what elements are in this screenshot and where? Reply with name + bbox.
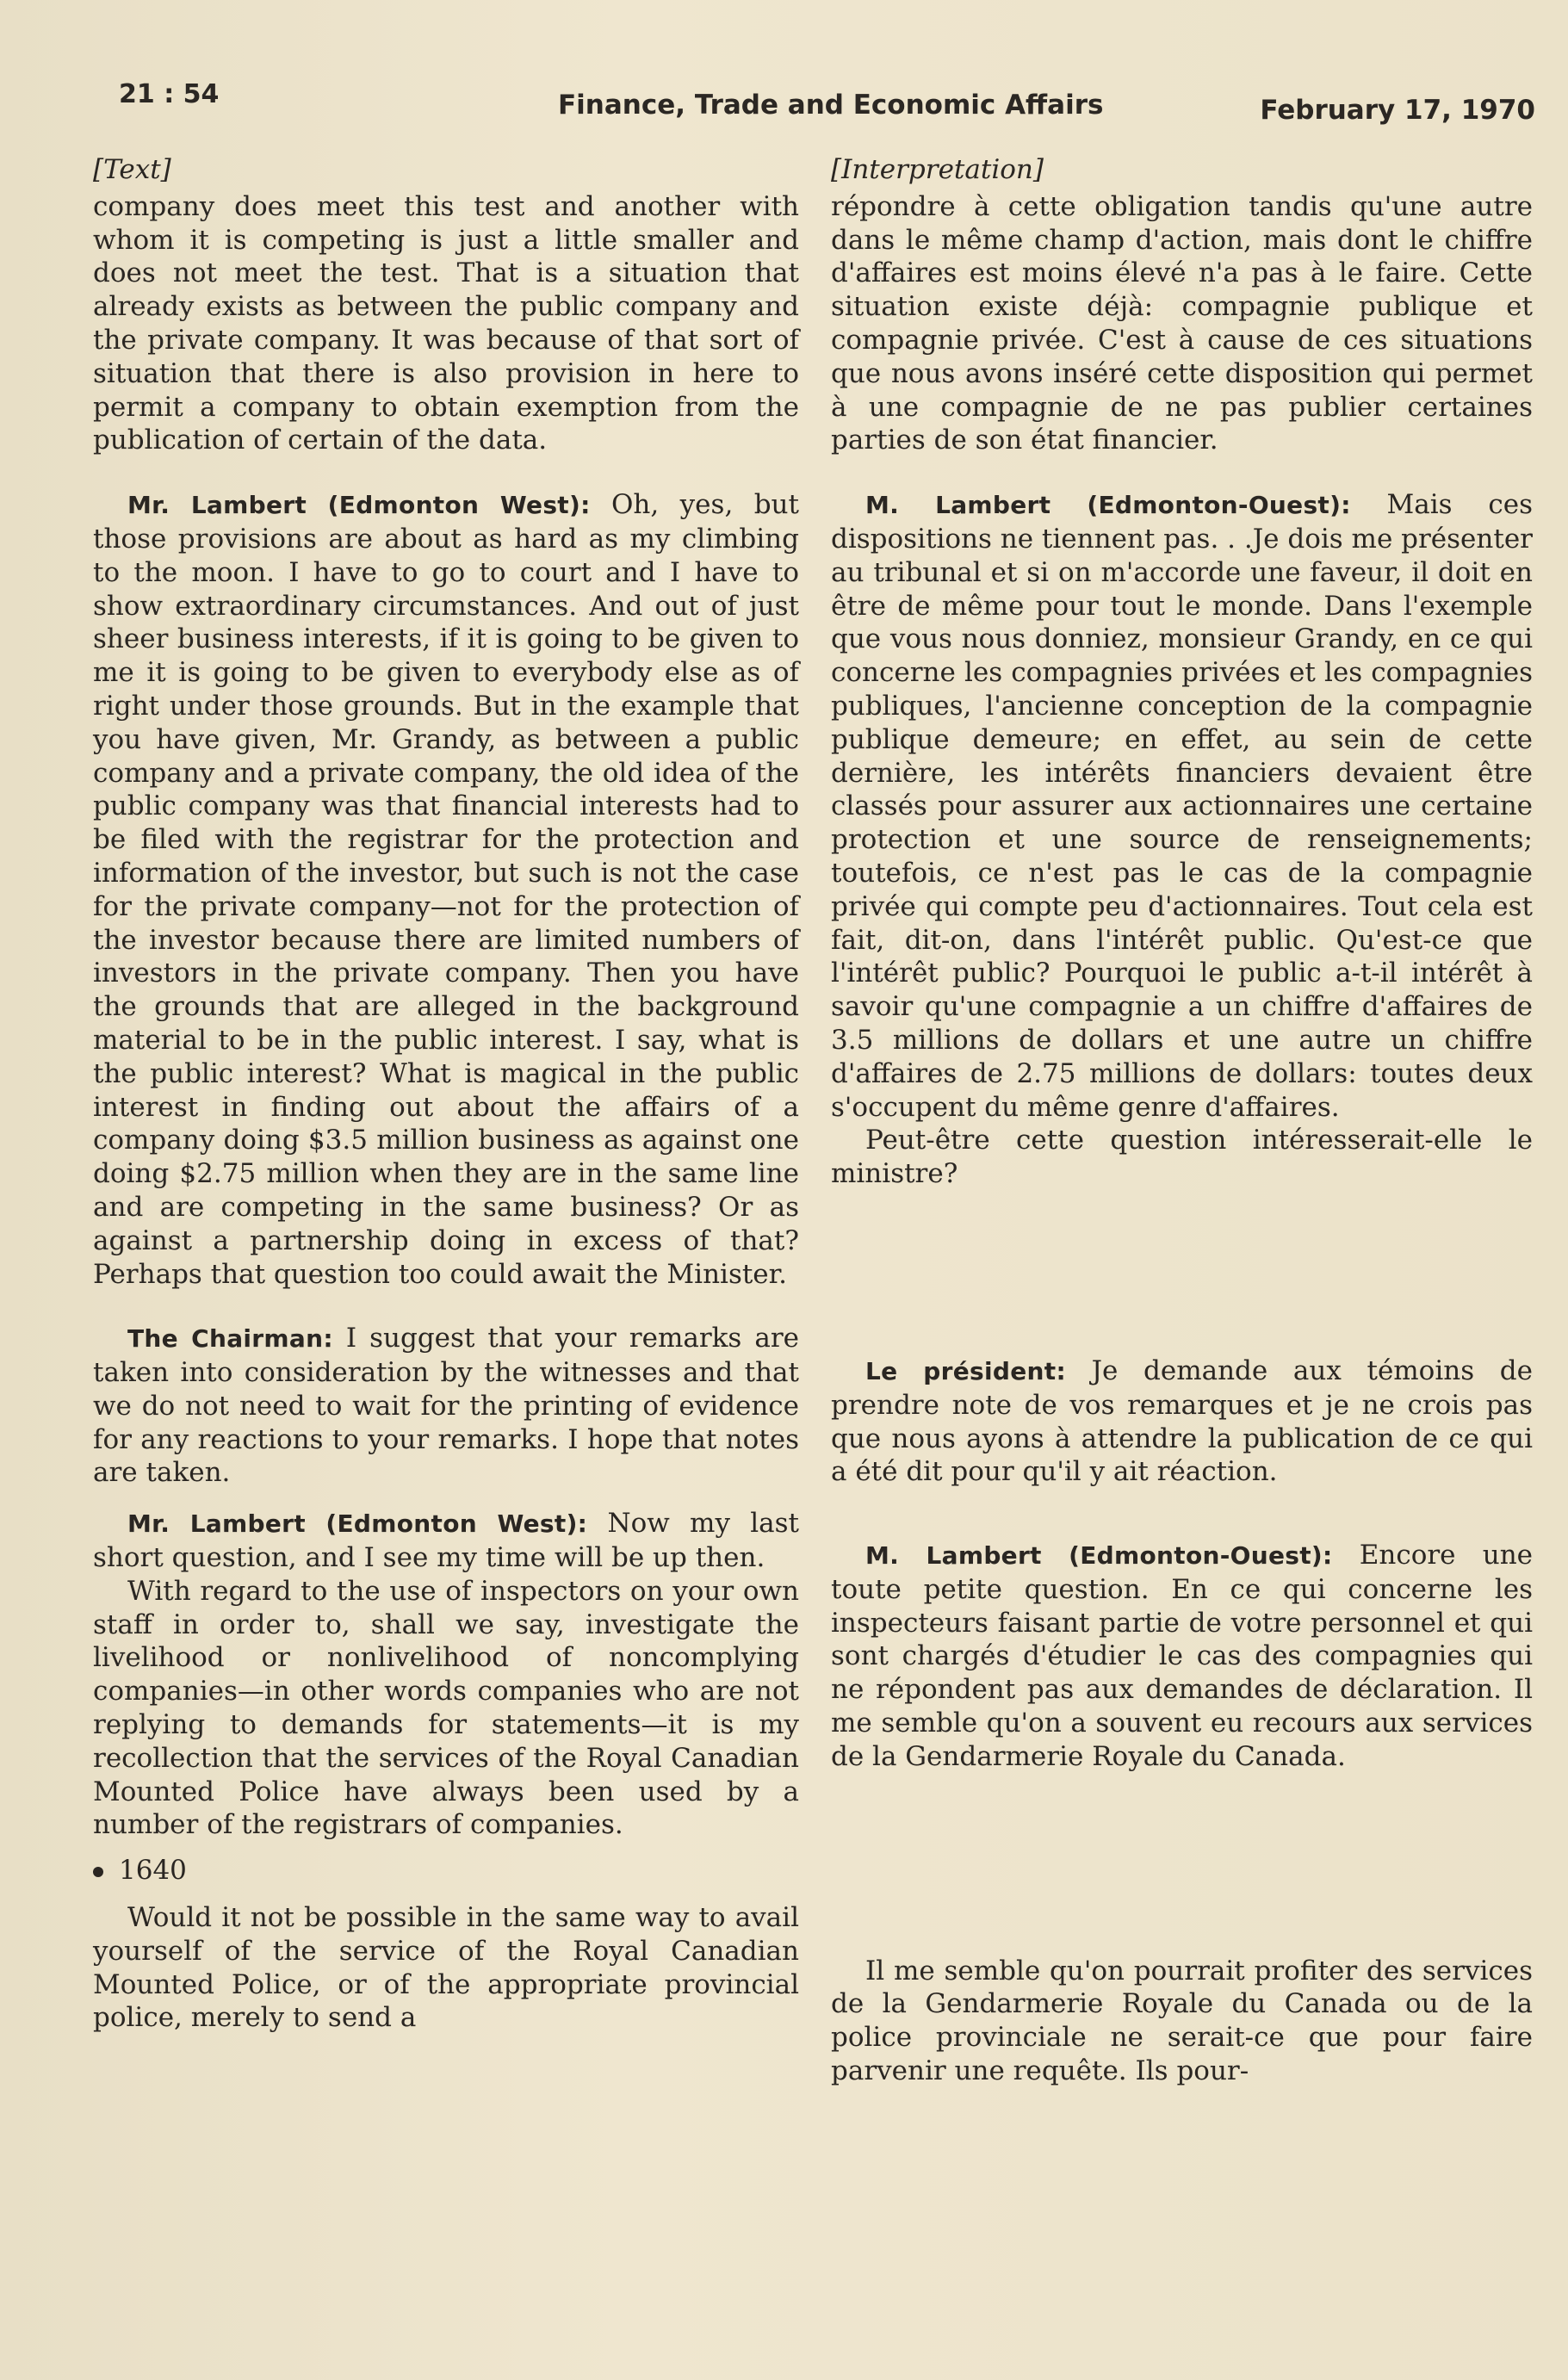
page-header bbox=[119, 79, 1535, 127]
issue-date: February 17, 1970 bbox=[1260, 95, 1535, 126]
paragraph bbox=[93, 488, 799, 1291]
speech-text: Now my last short question, and I see my time will be up then. bbox=[93, 1508, 800, 1574]
speaker-name: The Chairman: bbox=[127, 1324, 333, 1354]
time-marker bbox=[93, 1854, 799, 1887]
paragraph bbox=[93, 1507, 799, 1575]
committee-title: Finance, Trade and Economic Affairs bbox=[558, 90, 1104, 121]
paragraph: With regard to the use of inspectors on your own staff in order to, shall we say, investigate the livelihood or nonlivelihood of noncomplying companies—in other words companies who are not replying to demands for statements—it is my recollection that the services of the Royal Canadian Mounted Police have always been used by a number of the registrars of companies. bbox=[93, 1575, 799, 1841]
page-number: 21 : 54 bbox=[119, 79, 220, 109]
speech-text: Oh, yes, but those provisions are about as hard as my climbing to the moon. I have to go to court and I have to show extraordinary circumstances. And out of just sheer business interests, if it is going to be given to me it is going to be given to everybody else as of right under those grounds. But in the example that you have given, Mr. Grandy, as between a public company and a private company, the old idea of the public company was that financial interests had to be filed with the registrar for the protection and information of the investor, but such is not the case for the private company—not for the protection of the investor because there are limited numbers of investors in the private company. Then you have the grounds that are alleged in the background material to be in the public interest. I say, what is the public interest? What is magical in the public interest in finding out about the affairs of a company doing $3.5 million business as against one doing $2.75 million when they are in the same line and are competing in the same business? Or as against a partnership doing in excess of that? Perhaps that question too could await the Minister. bbox=[93, 489, 799, 1290]
speaker-name: Mr. Lambert (Edmonton West): bbox=[127, 1509, 588, 1539]
speech-text: Je demande aux témoins de prendre note de vos remarques et je ne crois pas que nous ayons à attendre la publication de ce qui a été dit pour qu'il y ait réaction. bbox=[831, 1354, 1533, 1488]
paragraph: Would it not be possible in the same way to avail yourself of the service of the Royal Canadian Mounted Police, or of the appropriate provincial police, merely to send a bbox=[93, 1902, 799, 2034]
text-label: [Text] bbox=[93, 154, 171, 185]
french-column bbox=[831, 153, 1533, 2088]
speech-text: I suggest that your remarks are taken into consideration by the witnesses and that we do not need to wait for the printing of evidence for any reactions to your remarks. I hope that notes are taken. bbox=[93, 1323, 799, 1489]
paragraph bbox=[831, 1354, 1533, 1489]
speech-text: Mais ces dispositions ne tiennent pas. . .Je dois me présenter au tribunal et si on m'accorde une faveur, il doit en être de même pour tout le monde. Dans l'exemple que vous nous donniez, monsieur Grandy, en ce qui concerne les compagnies privées et les compagnies publiques, l'ancienne conception de la compagnie publique demeure; en effet, au sein de cette dernière, les intérêts financiers devaient être classés pour assurer aux actionnaires une certaine protection et une source de renseignements; toutefois, ce n'est pas le cas de la compagnie privée qui compte peu d'actionnaires. Tout cela est fait, dit-on, dans l'intérêt public. Qu'est-ce que l'intérêt public? Pourquoi le public a-t-il intérêt à savoir qu'une compagnie a un chiffre d'affaires de 3.5 millions de dollars et une autre un chiffre d'affaires de 2.75 millions de dollars: toutes deux s'occupent du même genre d'affaires. bbox=[831, 489, 1533, 1123]
paragraph bbox=[831, 488, 1533, 1124]
paragraph: répondre à cette obligation tandis qu'une autre dans le même champ d'action, mais dont le chiffre d'affaires est moins élevé n'a pas à le faire. Cette situation existe déjà: compagnie publique et compagnie privée. C'est à cause de ces situations que nous avons inséré cette disposition qui permet à une compagnie de ne pas publier certaines parties de son état financier. bbox=[831, 190, 1533, 456]
speaker-name: Mr. Lambert (Edmonton West): bbox=[127, 491, 591, 520]
interpretation-label: [Interpretation] bbox=[831, 154, 1044, 185]
paragraph: Il me semble qu'on pourrait profiter des services de la Gendarmerie Royale du Canada ou de la police provinciale ne serait-ce que pour faire parvenir une requête. Ils pour- bbox=[831, 1955, 1533, 2087]
speaker-name: Le président: bbox=[865, 1356, 1066, 1385]
english-column bbox=[93, 153, 799, 2035]
paragraph bbox=[93, 1322, 799, 1490]
paragraph: Peut-être cette question intéresserait-elle le ministre? bbox=[831, 1125, 1533, 1190]
bullet-icon bbox=[93, 1867, 103, 1877]
time-marker-text: 1640 bbox=[119, 1855, 187, 1887]
speaker-name: M. Lambert (Edmonton-Ouest): bbox=[865, 491, 1351, 520]
speech-text: Encore une toute petite question. En ce qui concerne les inspecteurs faisant partie de votre personnel et qui sont chargés d'étudier le cas des compagnies qui ne répondent pas aux demandes de déclaration. Il me semble qu'on a souvent eu recours aux services de la Gendarmerie Royale du Canada. bbox=[831, 1540, 1534, 1772]
speaker-name: M. Lambert (Edmonton-Ouest): bbox=[865, 1541, 1333, 1571]
paragraph: company does meet this test and another with whom it is competing is just a little smaller and does not meet the test. That is a situation that already exists as between the public company and the private company. It was because of that sort of situation that there is also provision in here to permit a company to obtain exemption from the publication of certain of the data. bbox=[93, 190, 799, 456]
paragraph bbox=[831, 1539, 1533, 1774]
